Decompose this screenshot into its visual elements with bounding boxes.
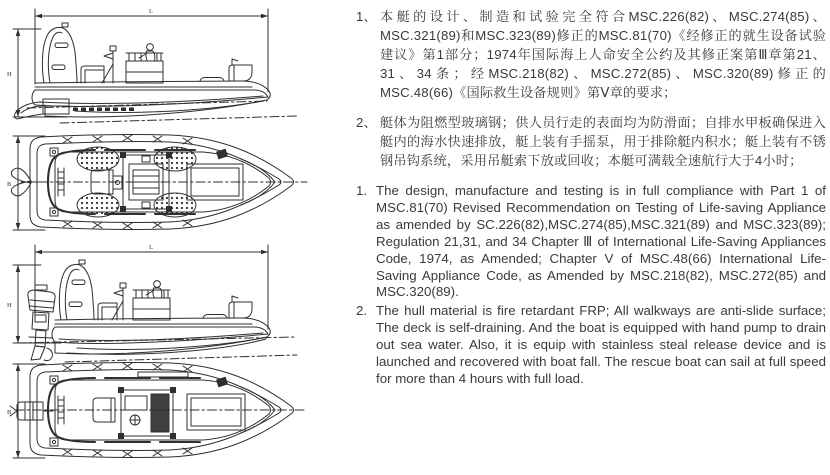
hull-profile (52, 318, 270, 354)
item-number: 1. (356, 183, 368, 198)
stern-arch (59, 260, 94, 320)
boat-side-view-drawing-2 (5, 241, 315, 368)
tube-tread-marks (73, 108, 134, 112)
height-dim-label: H (7, 302, 12, 309)
item-number: 1、 (356, 9, 377, 24)
height-dim-label: H (7, 71, 12, 78)
boat-side-view-drawing-1 (5, 4, 315, 126)
item-number: 2、 (356, 115, 377, 130)
item-number: 2. (356, 303, 368, 319)
outboard-motor-top (10, 402, 53, 420)
item-text: 艇体为阻燃型玻璃钢；供人员行走的表面均为防滑面；自排水甲板确保进入艇内的海水快速排放，艇上装有手摇泵，用于排除艇内积水；艇上装有不锈钢吊钩系统，采用吊艇索下放或回收；本艇可满载全速航行大于4小时； (380, 115, 826, 168)
bow-console (229, 59, 252, 81)
center-console (133, 290, 170, 320)
stowage-locker (187, 394, 245, 430)
beam-dimension (7, 136, 45, 230)
stern-rail (81, 66, 104, 83)
stern-rail (98, 303, 117, 320)
chinese-spec-item-2 (356, 113, 826, 170)
chinese-spec-item-1 (356, 7, 826, 102)
item-text: 本艇的设计、制造和试验完全符合MSC.226(82)、MSC.274(85)、MSC.321(89)和MSC.323(89)修正的MSC.81(70)《经修正的就生设备试验建议》第1部分；1974年国际海上人命安全公约及其修正案第Ⅲ章第21、31、34条；经MSC.218(82)、MSC.272(85)、MSC.320(89)修正的MSC.48(66)《国际救生设备规则》第Ⅴ章的要求； (380, 9, 826, 100)
stern-drive (15, 99, 69, 119)
spec-text-column (356, 7, 826, 390)
mast-light (112, 283, 126, 320)
boat-drawings-column (0, 0, 330, 475)
boat-plan-view-drawing-1 (5, 126, 315, 239)
item-text: The hull material is fire retardant FRP; All walkways are anti-slide surface; The deck is self-draining. And the boat is equipped with hand pump to drain out sea water. Also, it is equip with stainless steal release device and is launched and recovered with boat fall. The rescue boat can sail at full speed for more than 4 hours with full load. (376, 303, 826, 386)
bow-console (229, 296, 252, 318)
beam-dimension (7, 364, 45, 458)
deck-plank (138, 372, 188, 377)
stern-arch (42, 23, 77, 83)
english-spec-item-2 (356, 303, 826, 388)
deck-hatch (203, 315, 227, 319)
height-dimension (7, 29, 67, 117)
outboard-motor (28, 285, 55, 361)
deck-hatch (200, 78, 224, 82)
item-text: The design, manufacture and testing is in full compliance with Part 1 of MSC.81(70) Revised Recommendation on Testing of Life-saving Appliance as amended by SC.226(82),MSC.274(85),MSC.321(89) and MSC.323(89); Regulation 21,31, and 34 Chapter Ⅲ of International Life-Saving Appliances Code, 1974, as Amended; Chapter V of MSC.48(66) International Life-Saving Appliance Code, as Amended by MSC.218(82), MSC.272(85) and MSC.320(89). (376, 183, 826, 300)
beam-dim-label: B (7, 409, 12, 416)
center-console (126, 53, 163, 83)
length-dimension (35, 244, 268, 329)
beam-dim-label: B (7, 181, 12, 188)
length-dim-label: L (149, 8, 153, 15)
chinese-spec-list (356, 7, 826, 170)
boat-plan-view-drawing-2 (5, 354, 315, 472)
length-dim-label: L (149, 244, 153, 251)
english-spec-list (356, 183, 826, 388)
hull-dashdot-line (27, 101, 267, 108)
english-spec-item-1 (356, 183, 826, 301)
console-module (118, 387, 176, 439)
